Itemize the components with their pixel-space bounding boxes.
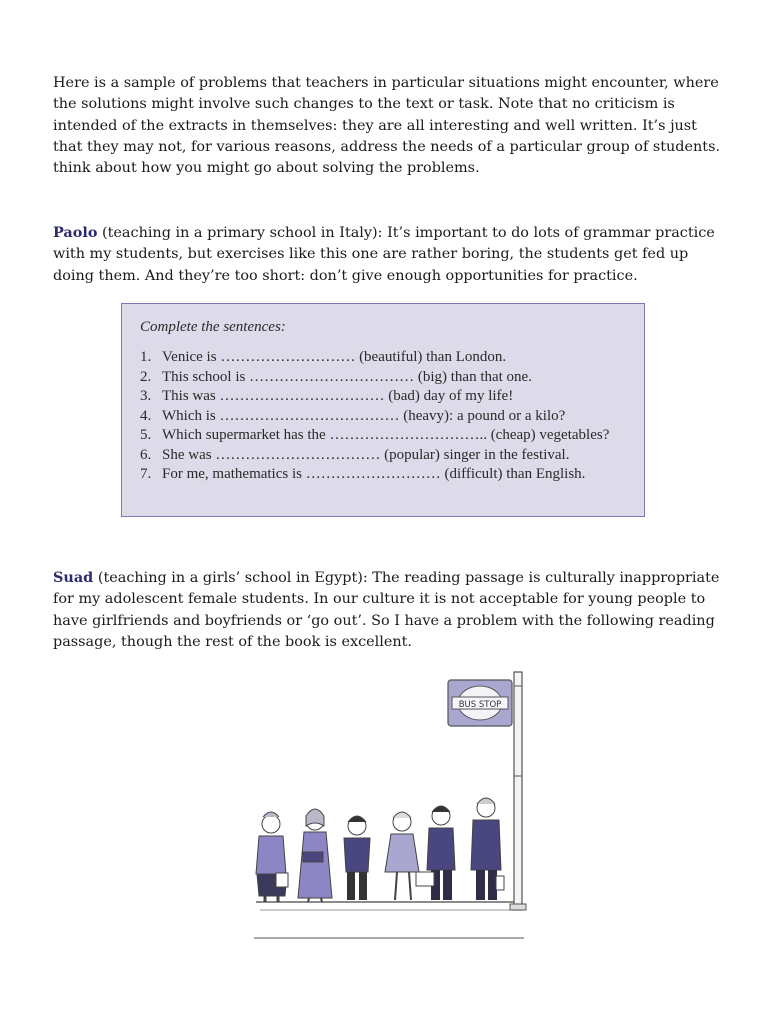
suad-text: (teaching in a girls’ school in Egypt): The reading passage is culturally inappropriate for my adolescent female students. In our culture it is not acceptable for young people to have girlfriends and boyfriends or ‘go out’. So I have a problem with the following reading passage, though the rest of the book is excellent. — [53, 570, 720, 650]
bus-stop-sign-text: BUS STOP — [458, 700, 502, 710]
person-6 — [471, 798, 504, 900]
person-3 — [344, 816, 370, 900]
exercise-item — [140, 426, 609, 446]
exercise-item-number: 7. — [140, 466, 152, 482]
bus-stop-sign — [448, 680, 512, 726]
exercise-item-text: For me, mathematics is ……………………… (difficult) than English. — [162, 466, 586, 482]
exercise-item-number: 1. — [140, 349, 152, 365]
person-4 — [385, 812, 419, 900]
exercise-item-number: 5. — [140, 427, 152, 443]
paolo-name: Paolo — [53, 224, 98, 241]
exercise-item — [140, 348, 609, 368]
ground-line — [254, 902, 524, 938]
exercise-title: Complete the sentences: — [140, 319, 286, 335]
exercise-item-text: This school is …………………………… (big) than that one. — [162, 368, 532, 385]
exercise-list — [140, 348, 609, 485]
exercise-item-text: Which is ……………………………… (heavy): a pound or a kilo? — [162, 407, 566, 424]
exercise-item-text: Which supermarket has the ………………………….. (cheap) vegetables? — [162, 427, 610, 443]
suad-name: Suad — [53, 569, 94, 586]
person-2 — [298, 809, 332, 902]
person-1 — [256, 812, 288, 902]
exercise-item-number: 6. — [140, 446, 152, 463]
exercise-item-text: This was …………………………… (bad) day of my life! — [162, 388, 514, 404]
exercise-item — [140, 368, 609, 388]
exercise-item — [140, 465, 609, 485]
paolo-text: (teaching in a primary school in Italy): It’s important to do lots of grammar practice with my students, but exercises like this one are rather boring, the students get fed up doing them. And they’re too short: don’t give enough opportunities for practice. — [53, 225, 715, 284]
exercise-box — [121, 303, 645, 517]
exercise-item-text: She was …………………………… (popular) singer in the festival. — [162, 446, 570, 463]
exercise-item-number: 2. — [140, 368, 152, 385]
exercise-item-number: 3. — [140, 388, 152, 404]
exercise-item — [140, 446, 609, 466]
paolo-paragraph — [53, 222, 721, 287]
suad-paragraph — [53, 567, 721, 653]
exercise-item-text: Venice is ……………………… (beautiful) than London. — [162, 349, 507, 365]
exercise-item — [140, 407, 609, 427]
intro-paragraph: Here is a sample of problems that teachers in particular situations might encounter, where the solutions might involve such changes to the text or task. Note that no criticism is intended of the extracts in themselves: they are all interesting and well written. It’s just that they may not, for various reasons, address the needs of a particular group of students. think about how you might go about solving the problems. — [53, 75, 721, 177]
person-5 — [416, 806, 455, 900]
bus-stop-illustration — [248, 666, 528, 946]
exercise-item — [140, 387, 609, 407]
exercise-item-number: 4. — [140, 407, 152, 424]
